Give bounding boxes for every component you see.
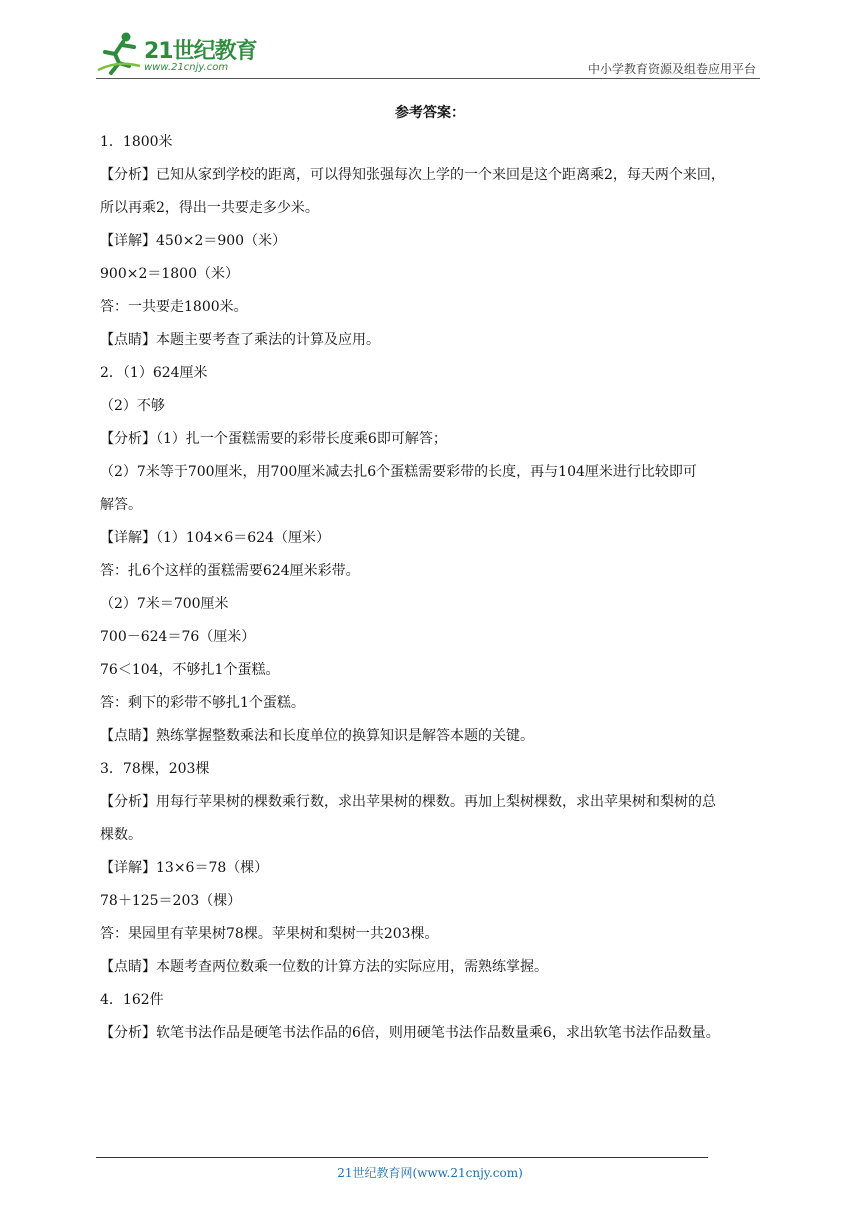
answer-line: 答：剩下的彩带不够扎1个蛋糕。 [100,695,305,711]
answer-line: 700－624＝76（厘米） [100,629,256,645]
answer-line: 【点睛】熟练掌握整数乘法和长度单位的换算知识是解答本题的关键。 [100,728,534,744]
runner-logo-icon [96,30,142,78]
answer-line: （2）不够 [100,398,165,414]
answer-line: 76＜104，不够扎1个蛋糕。 [100,662,280,678]
answer-line: 900×2＝1800（米） [100,266,239,282]
answer-line: 答：扎6个这样的蛋糕需要624厘米彩带。 [100,563,360,579]
answer-line: 答：一共要走1800米。 [100,299,248,315]
answer-line: 1．1800米 [100,134,173,150]
footer-link[interactable]: 21世纪教育网(www.21cnjy.com) [337,1166,523,1180]
answer-line: 【点睛】本题主要考查了乘法的计算及应用。 [100,332,380,348]
answer-line: 2．（1）624厘米 [100,365,208,381]
answer-line: 【详解】（1）104×6＝624（厘米） [100,530,330,546]
logo-brand-text: 21世纪教育 [144,39,257,64]
page-header [0,0,860,80]
answer-line: 【点睛】本题考查两位数乘一位数的计算方法的实际应用，需熟练掌握。 [100,959,548,975]
answer-line: 【分析】软笔书法作品是硬笔书法作品的6倍，则用硬笔书法作品数量乘6，求出软笔书法作品数量。 [100,1025,720,1041]
answer-line: 棵数。 [100,827,142,843]
answer-line: 解答。 [100,497,142,513]
logo-url-text: www.21cnjy.com [144,62,229,73]
answer-line: 所以再乘2，得出一共要走多少米。 [100,200,319,216]
answer-line: （2）7米等于700厘米，用700厘米减去扎6个蛋糕需要彩带的长度，再与104厘米进行比较即可 [100,464,697,480]
answer-content [100,126,764,1050]
header-divider [96,78,760,79]
answer-line: 4．162件 [100,992,164,1008]
answer-line: 【分析】已知从家到学校的距离，可以得知张强每次上学的一个来回是这个距离乘2，每天两个来回， [100,167,725,183]
answer-line: （2）7米＝700厘米 [100,596,229,612]
footer-divider [96,1157,708,1158]
answer-line: 【详解】450×2＝900（米） [100,233,287,249]
platform-name: 中小学教育资源及组卷应用平台 [587,62,756,76]
answer-title: 参考答案： [395,105,465,121]
answer-line: 3．78棵，203棵 [100,761,210,777]
answer-line: 【详解】13×6＝78（棵） [100,860,269,876]
answer-line: 78＋125＝203（棵） [100,893,242,909]
answer-line: 答：果园里有苹果树78棵。苹果树和梨树一共203棵。 [100,926,439,942]
answer-line: 【分析】（1）扎一个蛋糕需要的彩带长度乘6即可解答； [100,431,447,447]
answer-line: 【分析】用每行苹果树的棵数乘行数，求出苹果树的棵数。再加上梨树棵数，求出苹果树和梨树的总 [100,794,716,810]
site-logo [96,30,266,80]
